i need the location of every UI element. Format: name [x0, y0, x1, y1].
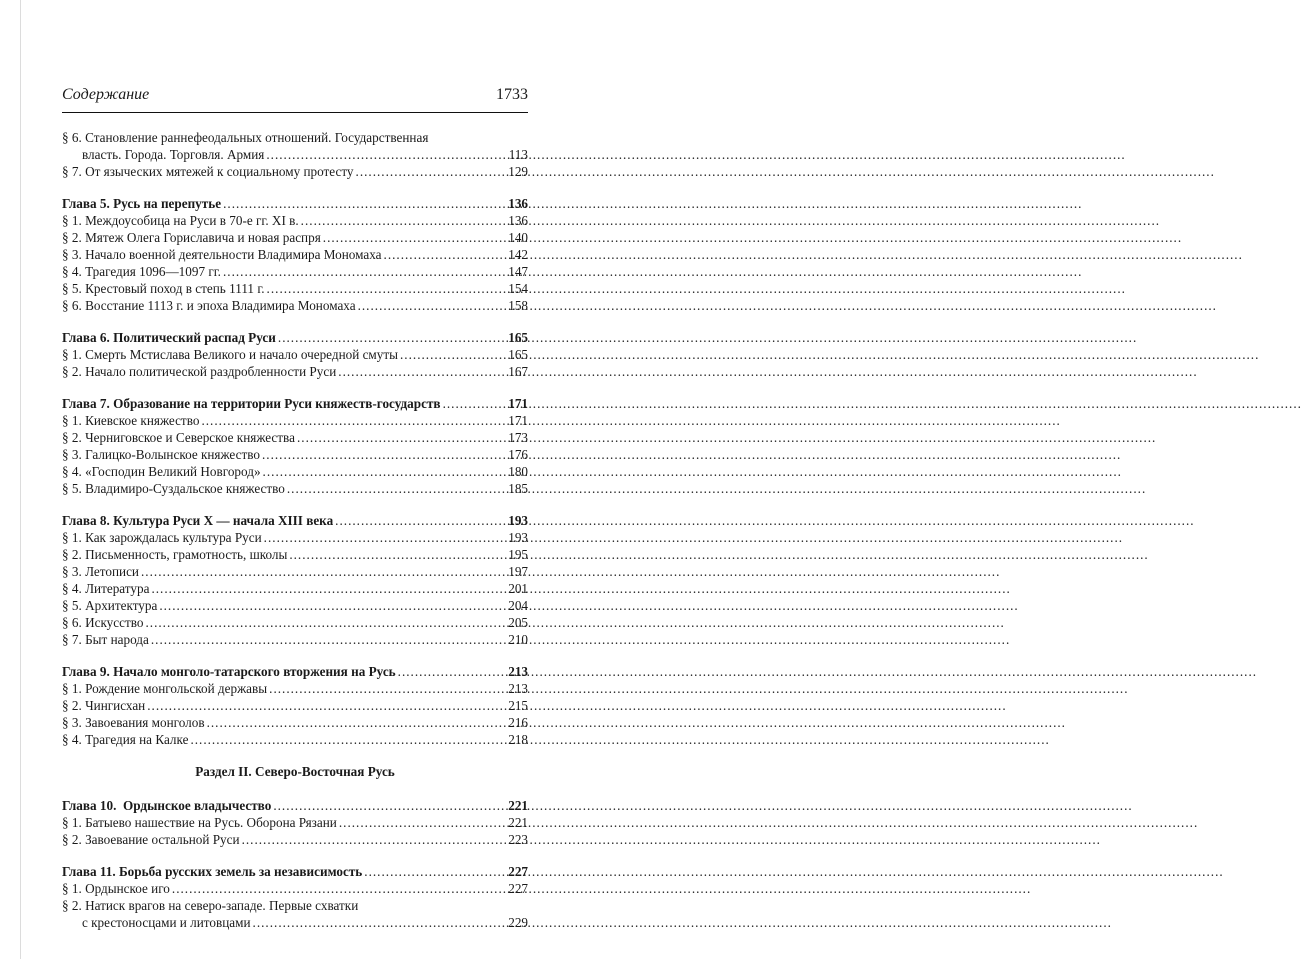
toc-entry-text: § 5. Архитектура [62, 598, 158, 613]
toc-entry-text: § 1. Батыево нашествие на Русь. Оборона Рязани [62, 815, 337, 830]
chapter-page: 171 [508, 396, 528, 411]
leader-dots [289, 546, 506, 563]
toc-entry-page: 165 [508, 347, 528, 362]
toc-entry[interactable] [62, 363, 528, 380]
leader-dots [242, 831, 507, 848]
chapter-page: 227 [508, 864, 528, 879]
toc-entry-page: 216 [508, 715, 528, 730]
toc-entry[interactable] [62, 529, 528, 546]
toc-entry-page: 158 [508, 298, 528, 313]
toc-entry-page: 171 [508, 413, 528, 428]
toc-entry[interactable] [62, 412, 528, 429]
leader-dots [147, 697, 506, 714]
toc-entry[interactable] [62, 614, 528, 631]
toc-entry-text: § 1. Рождение монгольской державы [62, 681, 268, 696]
toc-entry[interactable] [62, 897, 528, 931]
toc-entry-page: 229 [508, 915, 528, 930]
toc-entry-text: § 3. Галицко-Волынское княжество [62, 447, 260, 462]
toc-entry[interactable] [62, 446, 528, 463]
leader-dots [172, 880, 506, 897]
toc-entry-text: § 2. Чингисхан [62, 698, 146, 713]
chapter-page: 165 [508, 330, 528, 345]
toc-entry-text: § 6. Становление раннефеодальных отношений. Государственная [62, 130, 429, 145]
section-title[interactable]: Раздел II. Северо-Восточная Русь [195, 764, 395, 779]
toc-entry-page: 142 [508, 247, 528, 262]
leader-dots [301, 212, 507, 229]
leader-dots [287, 480, 506, 497]
leader-dots [356, 163, 507, 180]
leader-dots [141, 563, 506, 580]
toc-entry-page: 193 [508, 530, 528, 545]
toc-entry-text: § 2. Письменность, грамотность, школы [62, 547, 288, 562]
toc-entry-text: § 5. Крестовый поход в степь 1111 г. [62, 281, 265, 296]
leader-dots [297, 429, 506, 446]
toc-group-chapter-8 [62, 512, 528, 648]
toc-entry-text: § 3. Завоевания монголов [62, 715, 205, 730]
toc-entry-text: § 1. Смерть Мстислава Великого и начало очередной смуты [62, 347, 398, 362]
chapter-heading[interactable] [62, 395, 528, 412]
leader-dots [266, 146, 506, 163]
toc-group-chapter-6 [62, 329, 528, 380]
toc-entry-text: § 7. Быт народа [62, 632, 149, 647]
toc-entry-text: § 1. Киевское княжество [62, 413, 200, 428]
toc-entry-text: § 2. Завоевание остальной Руси [62, 832, 240, 847]
toc-entry[interactable] [62, 680, 528, 697]
toc-entry-text: § 5. Владимиро-Суздальское княжество [62, 481, 285, 496]
toc-entry[interactable] [62, 580, 528, 597]
toc-entry-page: 205 [508, 615, 528, 630]
leader-dots [364, 863, 506, 880]
chapter-heading[interactable] [62, 797, 528, 814]
toc-entry-page: 227 [508, 881, 528, 896]
toc-entry-page: 113 [508, 147, 528, 162]
chapter-heading[interactable] [62, 863, 528, 880]
toc-entry[interactable] [62, 563, 528, 580]
chapter-heading[interactable] [62, 663, 528, 680]
leader-dots [262, 446, 506, 463]
leader-dots [201, 412, 506, 429]
toc-entry[interactable] [62, 831, 528, 848]
page-number: 1733 [496, 86, 528, 103]
chapter-title: Глава 5. Русь на перепутье [62, 196, 222, 211]
toc-entry[interactable] [62, 212, 528, 229]
leader-dots [145, 614, 506, 631]
leader-dots [159, 597, 506, 614]
toc-entry-page: 210 [508, 632, 528, 647]
leader-dots [323, 229, 506, 246]
toc-entry[interactable] [62, 546, 528, 563]
toc-entry[interactable] [62, 714, 528, 731]
toc-entry-page: 136 [508, 213, 528, 228]
chapter-page: 136 [508, 196, 528, 211]
toc-group-chapter-7 [62, 395, 528, 497]
toc-entry-page: 215 [508, 698, 528, 713]
leader-dots [358, 297, 507, 314]
toc-entry-text: § 6. Восстание 1113 г. и эпоха Владимира Мономаха [62, 298, 356, 313]
toc-entry-text-cont: с крестоносцами и литовцами [82, 915, 251, 930]
table-of-contents [62, 129, 528, 946]
chapter-title: Глава 11. Борьба русских земель за независимость [62, 864, 363, 879]
leader-dots [223, 263, 506, 280]
toc-entry[interactable] [62, 246, 528, 263]
toc-group-chapter-10 [62, 797, 528, 848]
toc-entry-text: § 1. Междоусобица на Руси в 70-е гг. XI в. [62, 213, 299, 228]
toc-entry-text: § 2. Мятеж Олега Гориславича и новая распря [62, 230, 321, 245]
chapter-title: Глава 6. Политический распад Руси [62, 330, 276, 345]
chapter-page: 221 [508, 798, 528, 813]
leader-dots [339, 814, 506, 831]
toc-entry[interactable] [62, 463, 528, 480]
leader-dots [190, 731, 506, 748]
leader-dots [278, 329, 506, 346]
toc-entry-page: 167 [508, 364, 528, 379]
toc-entry[interactable] [62, 731, 528, 748]
toc-entry-page: 201 [508, 581, 528, 596]
toc-entry-text: § 4. Литература [62, 581, 150, 596]
leader-dots [400, 346, 506, 363]
leader-dots [151, 580, 506, 597]
toc-entry[interactable] [62, 129, 528, 163]
toc-entry[interactable] [62, 631, 528, 648]
toc-entry-page: 173 [508, 430, 528, 445]
leader-dots [273, 797, 506, 814]
toc-entry-text: § 6. Искусство [62, 615, 144, 630]
toc-entry-text: § 3. Начало военной деятельности Владимира Мономаха [62, 247, 382, 262]
toc-entry-page: 180 [508, 464, 528, 479]
toc-group-chapter-4-continued [62, 129, 528, 180]
leader-dots [263, 463, 507, 480]
toc-group-chapter-5 [62, 195, 528, 314]
toc-entry-text: § 1. Как зарождалась культура Руси [62, 530, 262, 545]
leader-dots [384, 246, 507, 263]
chapter-title: Глава 9. Начало монголо-татарского вторжения на Русь [62, 664, 396, 679]
toc-entry-text: § 1. Ордынское иго [62, 881, 170, 896]
toc-entry[interactable] [62, 297, 528, 314]
toc-entry-text: § 4. Трагедия на Калке [62, 732, 189, 747]
chapter-title: Глава 8. Культура Руси X — начала XIII века [62, 513, 334, 528]
toc-entry[interactable] [62, 163, 528, 180]
chapter-title: Глава 10. Ордынское владычество [62, 798, 272, 813]
leader-dots [335, 512, 506, 529]
toc-entry-page: 147 [508, 264, 528, 279]
toc-entry[interactable] [62, 697, 528, 714]
leader-dots [267, 280, 507, 297]
toc-entry-text: § 2. Начало политической раздробленности Руси [62, 364, 337, 379]
toc-group-chapter-9 [62, 663, 528, 748]
chapter-heading[interactable] [62, 329, 528, 346]
leader-dots [207, 714, 507, 731]
toc-entry-page: 195 [508, 547, 528, 562]
toc-entry[interactable] [62, 814, 528, 831]
leader-dots [338, 363, 506, 380]
toc-entry-page: 223 [508, 832, 528, 847]
toc-entry-text: § 4. «Господин Великий Новгород» [62, 464, 261, 479]
toc-entry-text: § 4. Трагедия 1096—1097 гг. [62, 264, 221, 279]
toc-entry-page: 197 [508, 564, 528, 579]
toc-entry-page: 204 [508, 598, 528, 613]
toc-entry[interactable] [62, 346, 528, 363]
leader-dots [398, 663, 507, 680]
toc-entry[interactable] [62, 429, 528, 446]
toc-entry-page: 221 [508, 815, 528, 830]
toc-entry-page: 185 [508, 481, 528, 496]
toc-entry[interactable] [62, 880, 528, 897]
toc-entry-page: 154 [508, 281, 528, 296]
leader-dots [253, 914, 507, 931]
toc-entry-page: 213 [508, 681, 528, 696]
toc-entry-text: § 2. Натиск врагов на северо-западе. Первые схватки [62, 898, 359, 913]
page-edge [20, 0, 21, 959]
toc-entry[interactable] [62, 480, 528, 497]
leader-dots [443, 395, 507, 412]
toc-entry-page: 218 [508, 732, 528, 747]
chapter-page: 213 [508, 664, 528, 679]
toc-entry-text-cont: власть. Города. Торговля. Армия [82, 147, 265, 162]
leader-dots [269, 680, 506, 697]
chapter-title: Глава 7. Образование на территории Руси княжеств-государств [62, 396, 441, 411]
toc-entry[interactable] [62, 280, 528, 297]
toc-entry-text: § 2. Черниговское и Северское княжества [62, 430, 295, 445]
toc-group-chapter-11 [62, 863, 528, 931]
toc-entry[interactable] [62, 229, 528, 246]
chapter-heading[interactable] [62, 195, 528, 212]
toc-entry-text: § 3. Летописи [62, 564, 139, 579]
chapter-page: 193 [508, 513, 528, 528]
toc-entry-page: 176 [508, 447, 528, 462]
leader-dots [223, 195, 506, 212]
toc-entry[interactable] [62, 263, 528, 280]
leader-dots [151, 631, 506, 648]
leader-dots [264, 529, 507, 546]
chapter-heading[interactable] [62, 512, 528, 529]
toc-entry-page: 140 [508, 230, 528, 245]
running-title: Содержание [62, 86, 150, 103]
page-header [62, 86, 528, 113]
toc-entry[interactable] [62, 597, 528, 614]
toc-entry-text: § 7. От языческих мятежей к социальному протесту [62, 164, 354, 179]
toc-entry-page: 129 [508, 164, 528, 179]
